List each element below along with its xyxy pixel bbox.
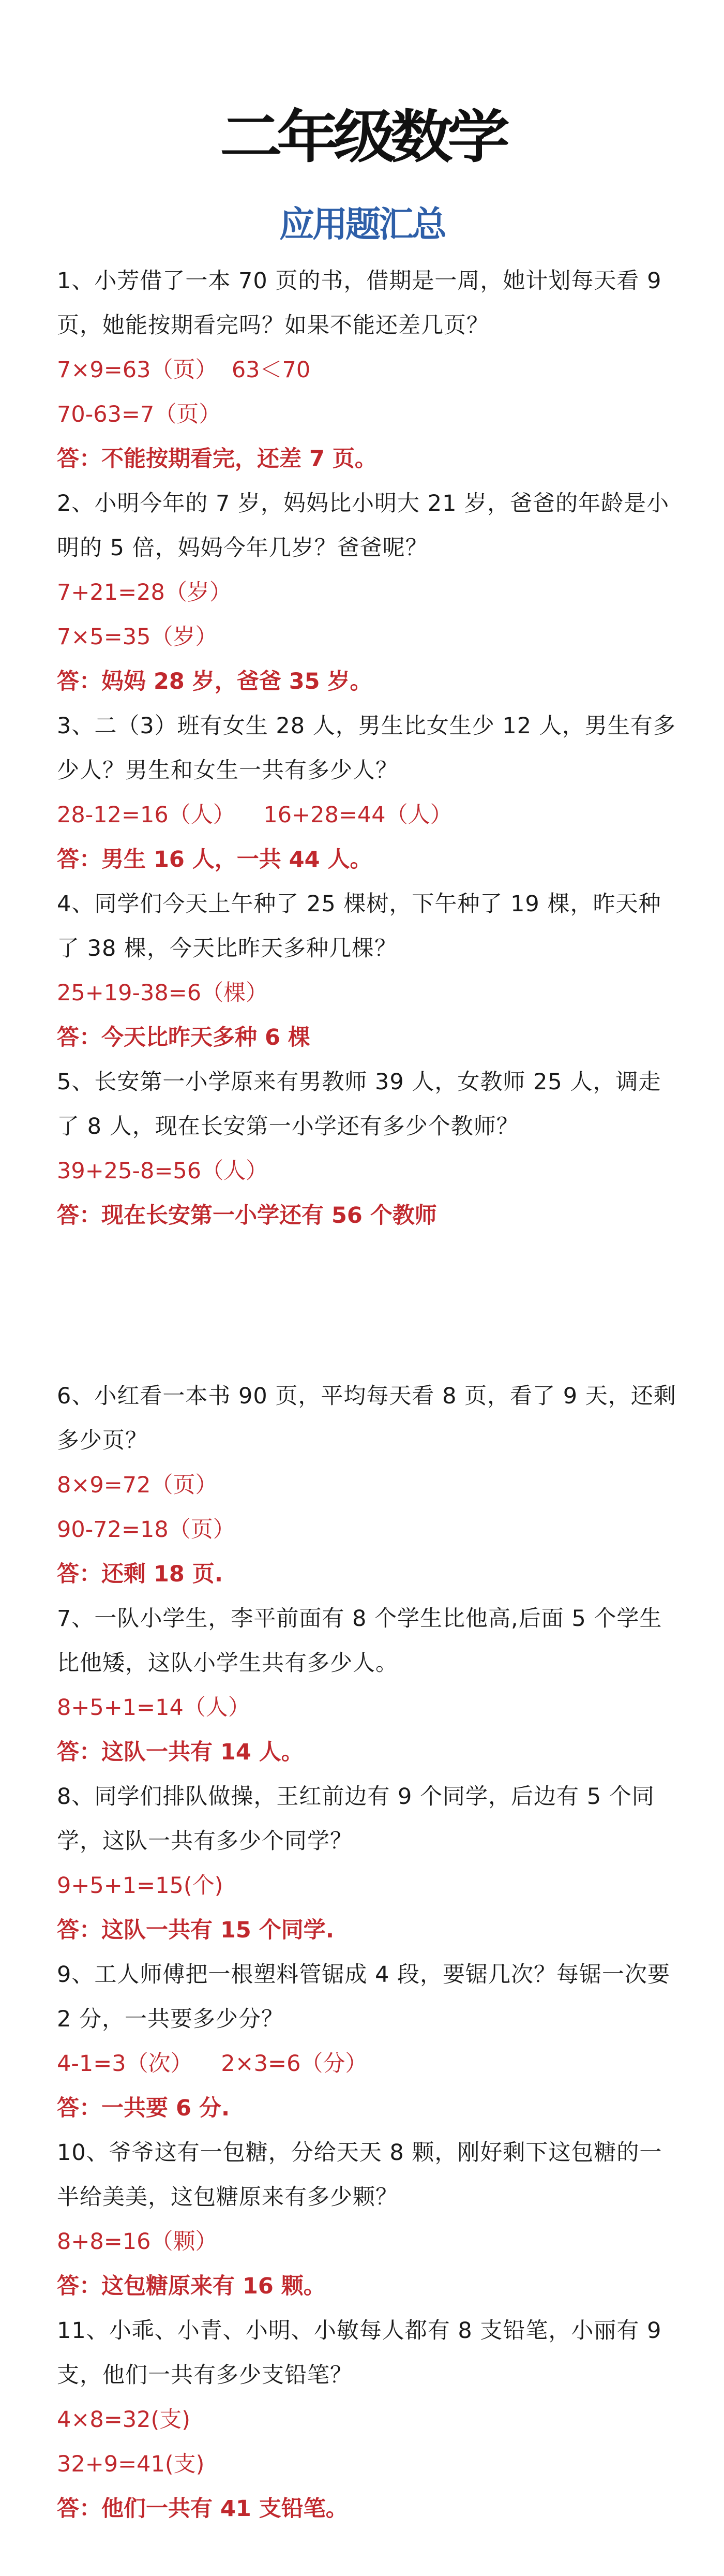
problem-11 bbox=[57, 2308, 683, 2531]
solution-line: 7×5=35（岁） bbox=[57, 624, 218, 650]
problem-5 bbox=[57, 1060, 683, 1238]
problem-answer: 答：今天比昨天多种 6 棵 bbox=[57, 1025, 310, 1050]
problem-10 bbox=[57, 2130, 683, 2308]
problem-question: 10、爷爷这有一包糖，分给天天 8 颗，刚好剩下这包糖的一半给美美，这包糖原来有多少颗？ bbox=[57, 2140, 662, 2210]
problem-question: 8、同学们排队做操，王红前边有 9 个同学，后边有 5 个同学，这队一共有多少个同学？ bbox=[57, 1784, 655, 1854]
problem-question: 6、小红看一本书 90 页，平均每天看 8 页，看了 9 天，还剩多少页？ bbox=[57, 1383, 676, 1454]
problem-answer: 答：这包糖原来有 16 颗。 bbox=[57, 2273, 326, 2299]
solution-line: 70-63=7（页） bbox=[57, 402, 221, 427]
solution-line: 8+8=16（颗） bbox=[57, 2229, 218, 2255]
solution-line: 9+5+1=15(个) bbox=[57, 1873, 223, 1899]
problem-question: 11、小乖、小青、小明、小敏每人都有 8 支铅笔，小丽有 9 支，他们一共有多少支铅笔？ bbox=[57, 2318, 662, 2388]
solution-line: 8×9=72（页） bbox=[57, 1472, 218, 1498]
problem-6 bbox=[57, 1374, 683, 1596]
problem-3 bbox=[57, 704, 683, 882]
problem-answer: 答：这队一共有 14 人。 bbox=[57, 1739, 304, 1765]
solution-line: 28-12=16（人） 16+28=44（人） bbox=[57, 802, 452, 828]
problem-question: 5、长安第一小学原来有男教师 39 人，女教师 25 人，调走了 8 人，现在长安第一小学还有多少个教师？ bbox=[57, 1069, 661, 1139]
problem-1 bbox=[57, 259, 683, 481]
solution-line: 32+9=41(支) bbox=[57, 2451, 205, 2477]
problem-answer: 答：一共要 6 分. bbox=[57, 2095, 230, 2121]
problem-4 bbox=[57, 882, 683, 1060]
problem-question: 3、二（3）班有女生 28 人，男生比女生少 12 人，男生有多少人？男生和女生一共有多少人？ bbox=[57, 713, 676, 783]
page-title: 二年级数学 bbox=[220, 104, 504, 170]
problem-2 bbox=[57, 481, 683, 704]
problem-answer: 答：妈妈 28 岁，爸爸 35 岁。 bbox=[57, 669, 372, 694]
problem-9 bbox=[57, 1952, 683, 2130]
solution-line: 39+25-8=56（人） bbox=[57, 1158, 268, 1184]
problems-section-2 bbox=[57, 1374, 683, 2531]
problem-answer: 答：这队一共有 15 个同学. bbox=[57, 1917, 335, 1943]
problem-7 bbox=[57, 1596, 683, 1774]
solution-line: 4×8=32(支) bbox=[57, 2407, 191, 2433]
page-subtitle: 应用题汇总 bbox=[279, 204, 445, 245]
problem-answer: 答：还剩 18 页. bbox=[57, 1561, 223, 1587]
problem-8 bbox=[57, 1774, 683, 1952]
solution-line: 7×9=63（页） 63＜70 bbox=[57, 357, 311, 383]
problem-answer: 答：现在长安第一小学还有 56 个教师 bbox=[57, 1203, 437, 1228]
problem-question: 1、小芳借了一本 70 页的书，借期是一周，她计划每天看 9 页，她能按期看完吗？如果不能还差几页？ bbox=[57, 268, 662, 338]
problem-question: 7、一队小学生，李平前面有 8 个学生比他高,后面 5 个学生比他矮，这队小学生共有多少人。 bbox=[57, 1606, 662, 1676]
problem-answer: 答：不能按期看完，还差 7 页。 bbox=[57, 446, 377, 472]
problem-question: 4、同学们今天上午种了 25 棵树，下午种了 19 棵，昨天种了 38 棵，今天比昨天多种几棵？ bbox=[57, 891, 661, 961]
problems-section-1 bbox=[57, 259, 683, 1238]
solution-line: 4-1=3（次） 2×3=6（分） bbox=[57, 2051, 368, 2077]
solution-line: 90-72=18（页） bbox=[57, 1517, 235, 1543]
problem-question: 9、工人师傅把一根塑料管锯成 4 段，要锯几次？每锯一次要 2 分，一共要多少分？ bbox=[57, 1962, 671, 2032]
problem-answer: 答：他们一共有 41 支铅笔。 bbox=[57, 2496, 348, 2522]
solution-line: 8+5+1=14（人） bbox=[57, 1695, 250, 1721]
solution-line: 25+19-38=6（棵） bbox=[57, 980, 268, 1006]
problem-answer: 答：男生 16 人，一共 44 人。 bbox=[57, 847, 372, 872]
problem-question: 2、小明今年的 7 岁，妈妈比小明大 21 岁，爸爸的年龄是小明的 5 倍，妈妈今年几岁？爸爸呢？ bbox=[57, 491, 670, 561]
solution-line: 7+21=28（岁） bbox=[57, 580, 232, 605]
